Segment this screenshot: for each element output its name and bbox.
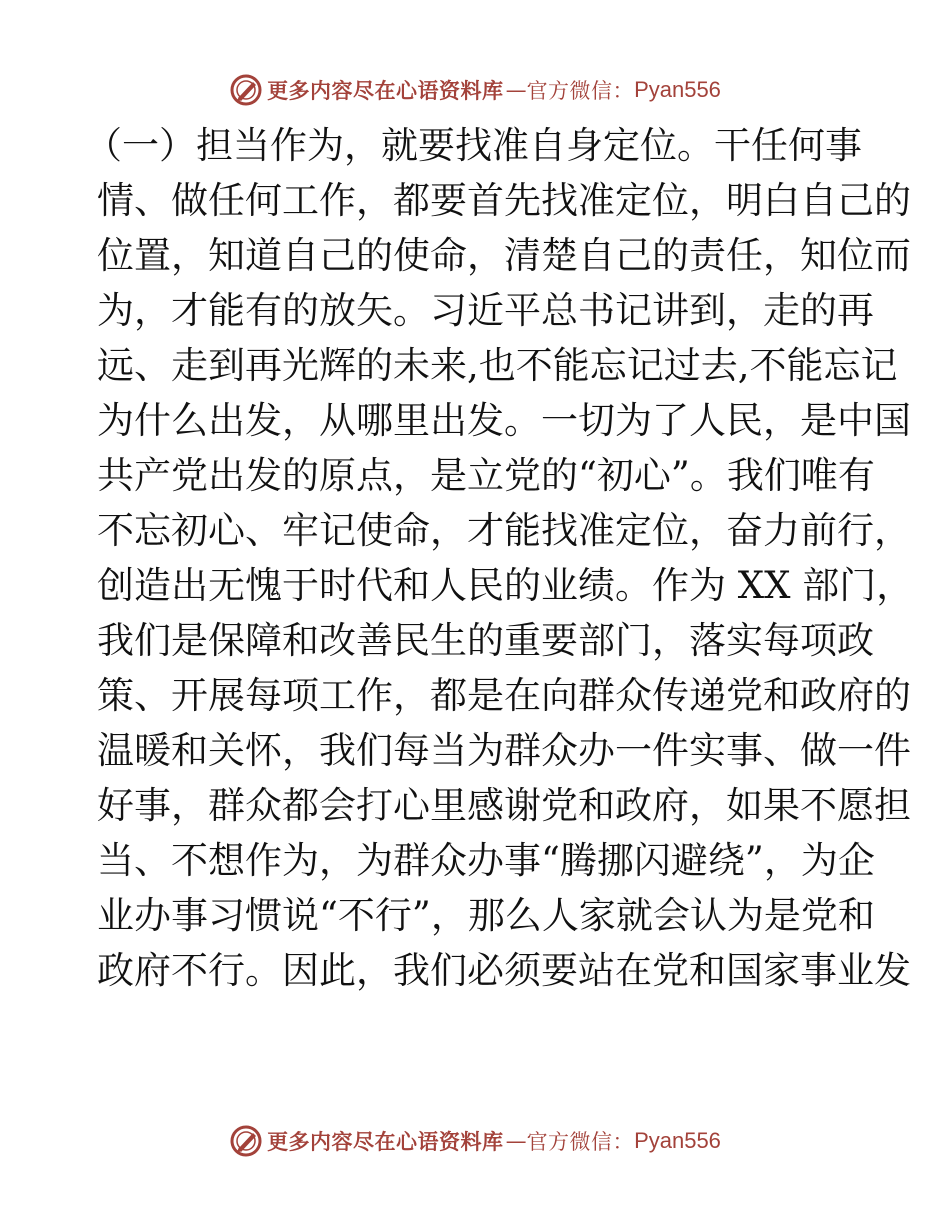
text-line: 创造出无愧于时代和人民的业绩。作为 XX 部门，: [97, 564, 914, 607]
text-line: 策、开展每项工作，都是在向群众传递党和政府的: [97, 674, 911, 717]
text-line: （一）担当作为，就要找准自身定位。干任何事: [85, 124, 862, 167]
text-line: 不忘初心、牢记使命，才能找准定位，奋力前行，: [97, 509, 911, 552]
text-line: 情、做任何工作，都要首先找准定位，明白自己的: [97, 179, 911, 222]
text-line: 当、不想作为，为群众办事“腾挪闪避绕”，为企: [97, 839, 875, 882]
text-line: 位置，知道自己的使命，清楚自己的责任，知位而: [97, 234, 911, 277]
footer-watermark: [0, 1121, 950, 1161]
brand-logo-icon: [229, 1124, 263, 1158]
text-line: 为，才能有的放矢。习近平总书记讲到，走的再: [97, 289, 874, 332]
header-brand-text: 更多内容尽在心语资料库: [267, 79, 504, 103]
text-line: 政府不行。因此，我们必须要站在党和国家事业发: [97, 949, 911, 992]
text-line: 远、走到再光辉的未来,也不能忘记过去,不能忘记: [97, 344, 898, 387]
brand-logo-icon: [229, 73, 263, 107]
footer-brand-text: 更多内容尽在心语资料库: [267, 1130, 504, 1154]
text-line: 好事，群众都会打心里感谢党和政府，如果不愿担: [97, 784, 911, 827]
text-line: 温暖和关怀，我们每当为群众办一件实事、做一件: [97, 729, 911, 772]
text-line: 为什么出发，从哪里出发。一切为了人民，是中国: [97, 399, 911, 442]
header-watermark: [0, 70, 950, 110]
header-wechat-label: 官方微信：: [526, 79, 635, 103]
text-line: 业办事习惯说“不行”，那么人家就会认为是党和: [97, 894, 875, 937]
footer-separator: —: [505, 1129, 525, 1153]
footer-wechat-id: Pyan556: [634, 1128, 721, 1153]
header-separator: —: [505, 78, 525, 102]
text-line: 共产党出发的原点，是立党的“初心”。我们唯有: [97, 454, 875, 497]
header-wechat-id: Pyan556: [634, 77, 721, 102]
body-paragraph: [85, 122, 914, 1002]
footer-wechat-label: 官方微信：: [526, 1130, 635, 1154]
text-line: 我们是保障和改善民生的重要部门，落实每项政: [97, 619, 874, 662]
